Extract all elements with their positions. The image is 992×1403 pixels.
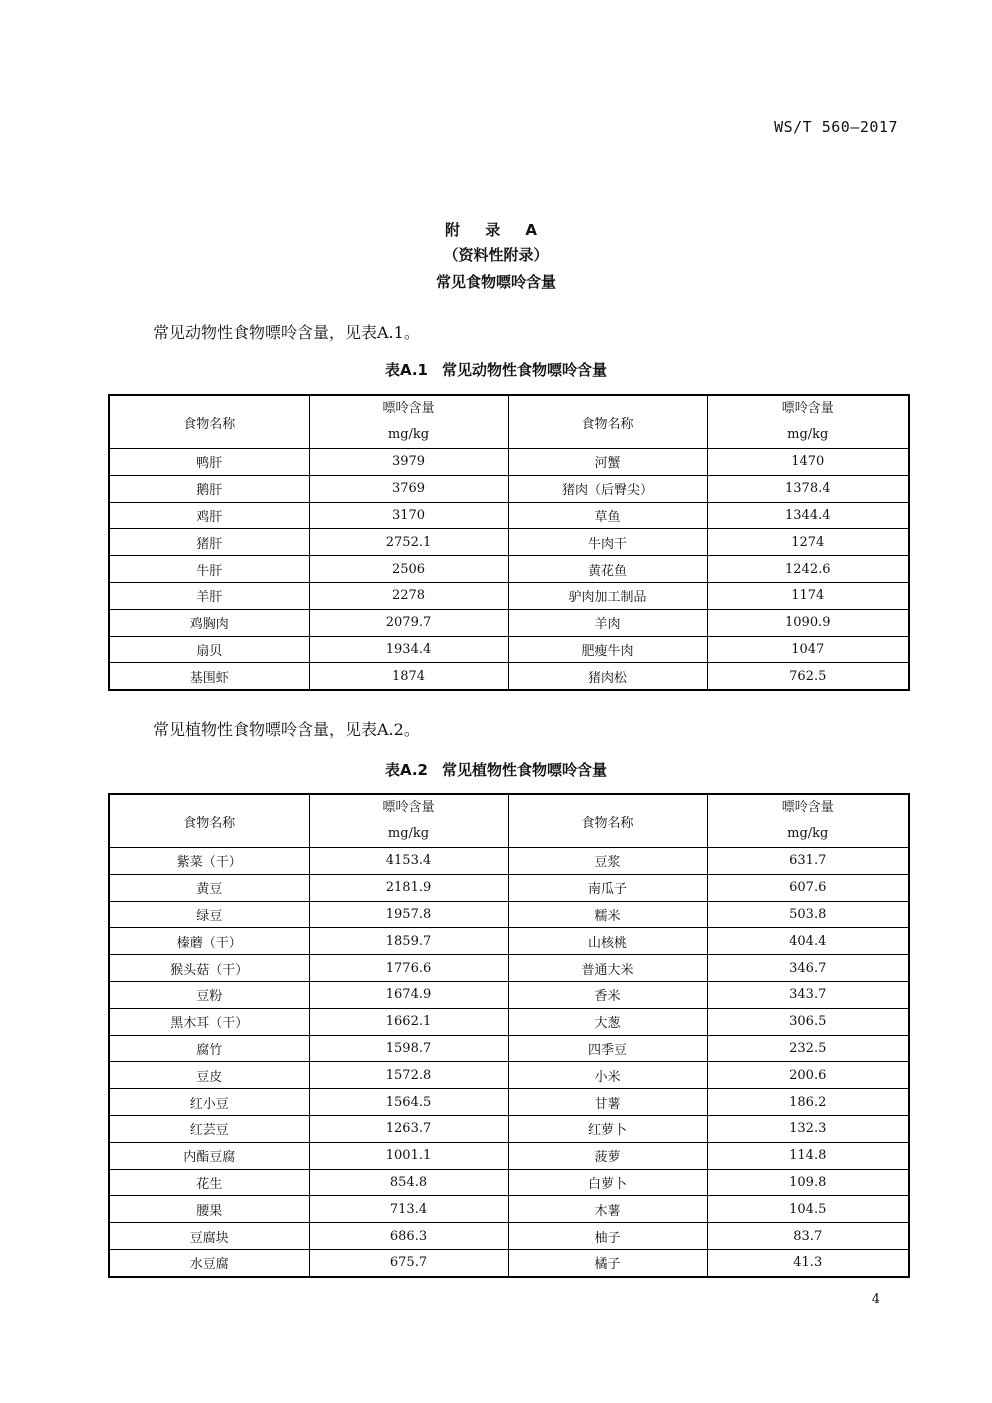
food-name-cell: 黄豆 [109,874,309,901]
purine-value-cell: 41.3 [707,1249,909,1276]
food-name-cell: 羊肝 [109,582,309,609]
purine-value-cell: 1001.1 [309,1142,508,1169]
food-name-cell: 黄花鱼 [508,556,707,583]
food-name-cell: 豆浆 [508,848,707,875]
purine-value-cell: 1274 [707,529,909,556]
purine-value-cell: 114.8 [707,1142,909,1169]
page-number: 4 [871,1292,880,1307]
purine-value-cell: 854.8 [309,1169,508,1196]
purine-value-cell: 3979 [309,449,508,476]
purine-value-cell: 1047 [707,636,909,663]
food-name-cell: 菠萝 [508,1142,707,1169]
purine-value-cell: 1598.7 [309,1035,508,1062]
table-row [109,1169,909,1196]
food-name-cell: 猪肉松 [508,663,707,690]
food-name-cell: 甘薯 [508,1089,707,1116]
annex-label: 附 录 A [444,221,548,239]
purine-value-cell: 2181.9 [309,874,508,901]
purine-value-cell: 675.7 [309,1249,508,1276]
purine-value-cell: 186.2 [707,1089,909,1116]
purine-value-cell: 306.5 [707,1008,909,1035]
purine-value-cell: 3769 [309,475,508,502]
food-name-cell: 花生 [109,1169,309,1196]
purine-value-cell: 4153.4 [309,848,508,875]
purine-value-cell: 631.7 [707,848,909,875]
col-header-purine-label: 嘌呤含量 [382,800,435,815]
table-row [109,928,909,955]
table-row [109,1142,909,1169]
food-name-cell: 腐竹 [109,1035,309,1062]
food-name-cell: 猴头菇（干） [109,955,309,982]
col-header-purine-label: 嘌呤含量 [781,401,834,416]
food-name-cell: 牛肉干 [508,529,707,556]
table-a1 [108,394,910,691]
food-name-cell: 河蟹 [508,449,707,476]
table-header-row [109,395,909,449]
table-row [109,848,909,875]
purine-value-cell: 1859.7 [309,928,508,955]
table-row [109,1089,909,1116]
table-row [109,955,909,982]
food-name-cell: 四季豆 [508,1035,707,1062]
purine-value-cell: 2079.7 [309,609,508,636]
table-row [109,663,909,690]
purine-value-cell: 1662.1 [309,1008,508,1035]
col-header-food-name: 食物名称 [508,395,707,449]
table-a2-number: 表A.2 [384,761,428,779]
col-header-purine-unit: mg/kg [787,826,829,841]
food-name-cell: 牛肝 [109,556,309,583]
food-name-cell: 绿豆 [109,901,309,928]
purine-value-cell: 2506 [309,556,508,583]
table-a1-intro: 常见动物性食物嘌呤含量，见表A.1。 [153,323,420,342]
purine-value-cell: 607.6 [707,874,909,901]
purine-value-cell: 1776.6 [309,955,508,982]
table-row [109,1223,909,1250]
table-row [109,981,909,1008]
purine-value-cell: 1572.8 [309,1062,508,1089]
col-header-purine [309,794,508,848]
annex-title: 常见食物嘌呤含量 [435,273,556,291]
food-name-cell: 白萝卜 [508,1169,707,1196]
food-name-cell: 木薯 [508,1196,707,1223]
table-row [109,901,909,928]
table-a2-caption [0,759,992,780]
table-a2 [108,793,910,1278]
purine-value-cell: 1242.6 [707,556,909,583]
food-name-cell: 猪肝 [109,529,309,556]
purine-value-cell: 3170 [309,502,508,529]
table-row [109,1062,909,1089]
table-a1-number: 表A.1 [384,361,428,379]
table-row [109,582,909,609]
food-name-cell: 榛蘑（干） [109,928,309,955]
food-name-cell: 红小豆 [109,1089,309,1116]
food-name-cell: 肥瘦牛肉 [508,636,707,663]
purine-value-cell: 343.7 [707,981,909,1008]
standard-code: WS/T 560—2017 [774,118,898,136]
purine-value-cell: 1263.7 [309,1115,508,1142]
purine-value-cell: 503.8 [707,901,909,928]
food-name-cell: 水豆腐 [109,1249,309,1276]
purine-value-cell: 2278 [309,582,508,609]
food-name-cell: 紫菜（干） [109,848,309,875]
food-name-cell: 小米 [508,1062,707,1089]
col-header-purine-unit: mg/kg [387,826,430,841]
table-row [109,1249,909,1276]
purine-value-cell: 1174 [707,582,909,609]
col-header-food-name: 食物名称 [508,794,707,848]
table-row [109,556,909,583]
food-name-cell: 鹅肝 [109,475,309,502]
food-name-cell: 基围虾 [109,663,309,690]
purine-value-cell: 1344.4 [707,502,909,529]
food-name-cell: 糯米 [508,901,707,928]
col-header-purine-unit: mg/kg [787,427,829,442]
purine-value-cell: 713.4 [309,1196,508,1223]
purine-value-cell: 1934.4 [309,636,508,663]
purine-value-cell: 1090.9 [707,609,909,636]
food-name-cell: 豆粉 [109,981,309,1008]
food-name-cell: 豆皮 [109,1062,309,1089]
food-name-cell: 扇贝 [109,636,309,663]
food-name-cell: 大葱 [508,1008,707,1035]
table-a1-title: 常见动物性食物嘌呤含量 [442,361,608,379]
food-name-cell: 驴肉加工制品 [508,582,707,609]
table-row [109,449,909,476]
table-row [109,609,909,636]
food-name-cell: 红芸豆 [109,1115,309,1142]
table-row [109,636,909,663]
table-row [109,1008,909,1035]
purine-value-cell: 232.5 [707,1035,909,1062]
food-name-cell: 羊肉 [508,609,707,636]
purine-value-cell: 1564.5 [309,1089,508,1116]
table-row [109,502,909,529]
purine-value-cell: 1874 [309,663,508,690]
food-name-cell: 红萝卜 [508,1115,707,1142]
purine-value-cell: 346.7 [707,955,909,982]
purine-value-cell: 109.8 [707,1169,909,1196]
food-name-cell: 草鱼 [508,502,707,529]
table-row [109,1196,909,1223]
food-name-cell: 黑木耳（干） [109,1008,309,1035]
col-header-purine [707,395,909,449]
annex-kind: （资料性附录） [443,246,549,264]
purine-value-cell: 404.4 [707,928,909,955]
col-header-purine [309,395,508,449]
purine-value-cell: 104.5 [707,1196,909,1223]
table-a1-caption [0,359,992,380]
col-header-purine-label: 嘌呤含量 [781,800,834,815]
food-name-cell: 南瓜子 [508,874,707,901]
food-name-cell: 橘子 [508,1249,707,1276]
food-name-cell: 猪肉（后臀尖） [508,475,707,502]
table-row [109,475,909,502]
table-row [109,529,909,556]
food-name-cell: 内酯豆腐 [109,1142,309,1169]
purine-value-cell: 1957.8 [309,901,508,928]
purine-value-cell: 762.5 [707,663,909,690]
food-name-cell: 鸡胸肉 [109,609,309,636]
food-name-cell: 山核桃 [508,928,707,955]
col-header-food-name: 食物名称 [109,794,309,848]
table-a2-intro: 常见植物性食物嘌呤含量，见表A.2。 [153,720,420,739]
purine-value-cell: 132.3 [707,1115,909,1142]
food-name-cell: 柚子 [508,1223,707,1250]
purine-value-cell: 1470 [707,449,909,476]
food-name-cell: 普通大米 [508,955,707,982]
purine-value-cell: 1674.9 [309,981,508,1008]
col-header-food-name: 食物名称 [109,395,309,449]
table-row [109,1115,909,1142]
col-header-purine-unit: mg/kg [387,427,430,442]
table-header-row [109,794,909,848]
purine-value-cell: 200.6 [707,1062,909,1089]
food-name-cell: 香米 [508,981,707,1008]
purine-value-cell: 1378.4 [707,475,909,502]
food-name-cell: 鸡肝 [109,502,309,529]
purine-value-cell: 686.3 [309,1223,508,1250]
food-name-cell: 腰果 [109,1196,309,1223]
col-header-purine-label: 嘌呤含量 [382,401,435,416]
food-name-cell: 豆腐块 [109,1223,309,1250]
purine-value-cell: 2752.1 [309,529,508,556]
table-row [109,874,909,901]
table-a2-title: 常见植物性食物嘌呤含量 [442,761,608,779]
table-row [109,1035,909,1062]
col-header-purine [707,794,909,848]
food-name-cell: 鸭肝 [109,449,309,476]
purine-value-cell: 83.7 [707,1223,909,1250]
